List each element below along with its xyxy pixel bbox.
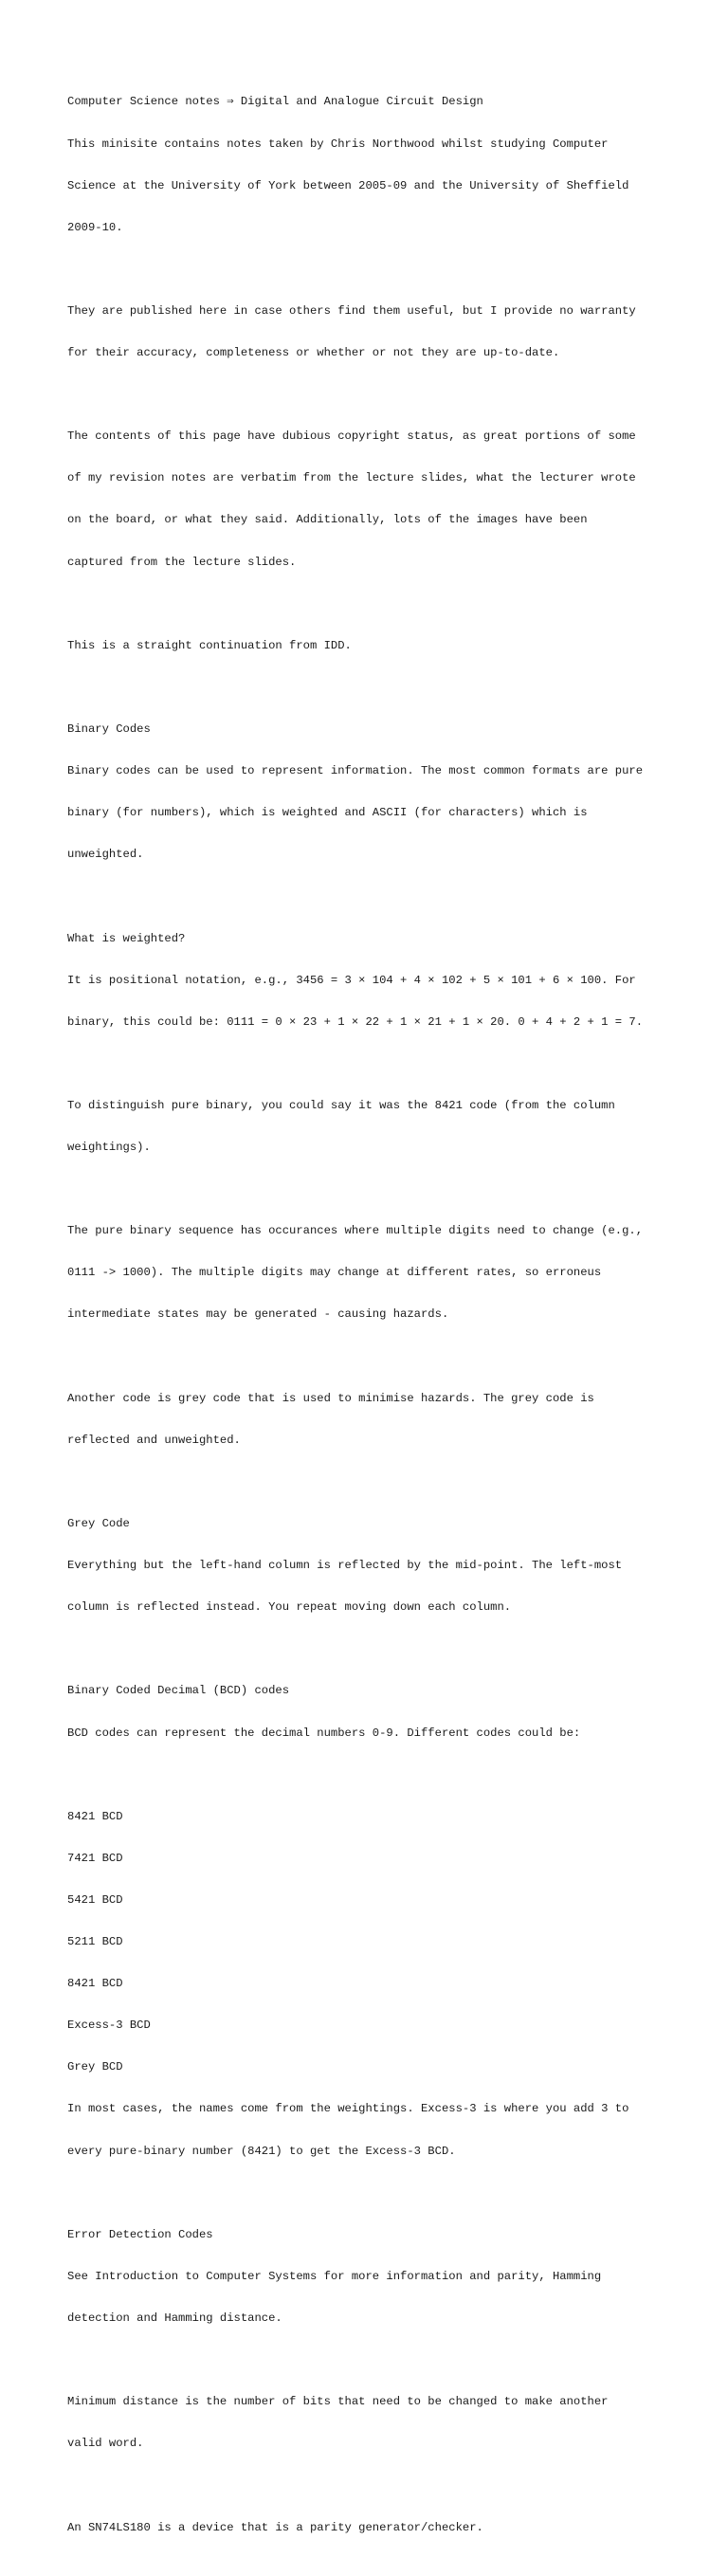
- list-item: 7421 BCD: [67, 1851, 123, 1865]
- document-body: [67, 67, 674, 2576]
- text-line: 2009-10.: [67, 220, 123, 234]
- text-line: Everything but the left-hand column is reflected by the mid-point. The left-most: [67, 1559, 623, 1573]
- text-line: detection and Hamming distance.: [67, 2311, 282, 2326]
- bcd-section: [67, 1656, 674, 1768]
- text-line: unweighted.: [67, 848, 144, 862]
- copyright-paragraph: [67, 402, 674, 597]
- text-line: See Introduction to Computer Systems for more information and parity, Hamming: [67, 2269, 602, 2283]
- list-item: Excess-3 BCD: [67, 2019, 151, 2033]
- section-heading: Binary Coded Decimal (BCD) codes: [67, 1684, 290, 1698]
- continuation-paragraph: [67, 611, 674, 681]
- text-line: In most cases, the names come from the weightings. Excess-3 is where you add 3 to: [67, 2102, 629, 2116]
- text-line: intermediate states may be generated - causing hazards.: [67, 1307, 449, 1322]
- text-line: on the board, or what they said. Additionally, lots of the images have been: [67, 513, 588, 527]
- text-line: weightings).: [67, 1141, 151, 1155]
- text-line: The pure binary sequence has occurances where multiple digits need to change (e.g.,: [67, 1224, 644, 1238]
- text-line: of my revision notes are verbatim from the lecture slides, what the lecturer wrote: [67, 471, 636, 485]
- minimum-distance-paragraph: [67, 2367, 674, 2479]
- text-line: To distinguish pure binary, you could say it was the 8421 code (from the column: [67, 1098, 615, 1112]
- weighted-section: [67, 904, 674, 1057]
- list-item: 8421 BCD: [67, 1809, 123, 1823]
- grey-code-section: [67, 1489, 674, 1643]
- text-line: for their accuracy, completeness or whether or not they are up-to-date.: [67, 346, 560, 360]
- text-line: This minisite contains notes taken by Chris Northwood whilst studying Computer: [67, 137, 609, 151]
- binary-codes-section: [67, 695, 674, 890]
- list-item: 5211 BCD: [67, 1935, 123, 1949]
- grey-code-intro-paragraph: [67, 1363, 674, 1475]
- hazards-paragraph: [67, 1197, 674, 1350]
- section-heading: Binary Codes: [67, 722, 151, 736]
- text-line: Binary codes can be used to represent information. The most common formats are pure: [67, 764, 644, 778]
- section-heading: Grey Code: [67, 1516, 130, 1530]
- warranty-paragraph: [67, 277, 674, 389]
- text-line: They are published here in case others find them useful, but I provide no warranty: [67, 303, 636, 318]
- sn74ls180-paragraph: [67, 2493, 674, 2563]
- text-line: It is positional notation, e.g., 3456 = 3 × 104 + 4 × 102 + 5 × 101 + 6 × 100. For: [67, 973, 636, 987]
- text-line: valid word.: [67, 2437, 144, 2451]
- text-line: Another code is grey code that is used to minimise hazards. The grey code is: [67, 1391, 594, 1405]
- text-line: Minimum distance is the number of bits that need to be changed to make another: [67, 2395, 609, 2409]
- text-line: binary (for numbers), which is weighted and ASCII (for characters) which is: [67, 806, 588, 820]
- text-line: This is a straight continuation from IDD.: [67, 638, 352, 652]
- text-line: reflected and unweighted.: [67, 1433, 241, 1447]
- section-heading: Error Detection Codes: [67, 2227, 213, 2241]
- bcd-list: [67, 1781, 674, 2185]
- text-line: BCD codes can represent the decimal numbers 0-9. Different codes could be:: [67, 1726, 581, 1740]
- text-line: 0111 -> 1000). The multiple digits may change at different rates, so erroneus: [67, 1266, 602, 1280]
- text-line: captured from the lecture slides.: [67, 555, 297, 569]
- list-item: 8421 BCD: [67, 1977, 123, 1991]
- list-item: Grey BCD: [67, 2060, 123, 2074]
- intro-paragraph: [67, 67, 674, 263]
- text-line: Science at the University of York between 2005-09 and the University of Sheffield: [67, 178, 629, 192]
- list-item: 5421 BCD: [67, 1892, 123, 1907]
- text-line: The contents of this page have dubious copyright status, as great portions of some: [67, 429, 636, 444]
- section-heading: What is weighted?: [67, 931, 186, 945]
- text-line: binary, this could be: 0111 = 0 × 23 + 1 × 22 + 1 × 21 + 1 × 20. 0 + 4 + 2 + 1 = 7.: [67, 1014, 644, 1029]
- text-line: An SN74LS180 is a device that is a parity generator/checker.: [67, 2520, 483, 2534]
- error-detection-section: [67, 2200, 674, 2353]
- pure-binary-paragraph: [67, 1071, 674, 1183]
- text-line: every pure-binary number (8421) to get the Excess-3 BCD.: [67, 2144, 456, 2158]
- text-line: column is reflected instead. You repeat moving down each column.: [67, 1600, 512, 1615]
- page-title: Computer Science notes ⇒ Digital and Analogue Circuit Design: [67, 95, 483, 109]
